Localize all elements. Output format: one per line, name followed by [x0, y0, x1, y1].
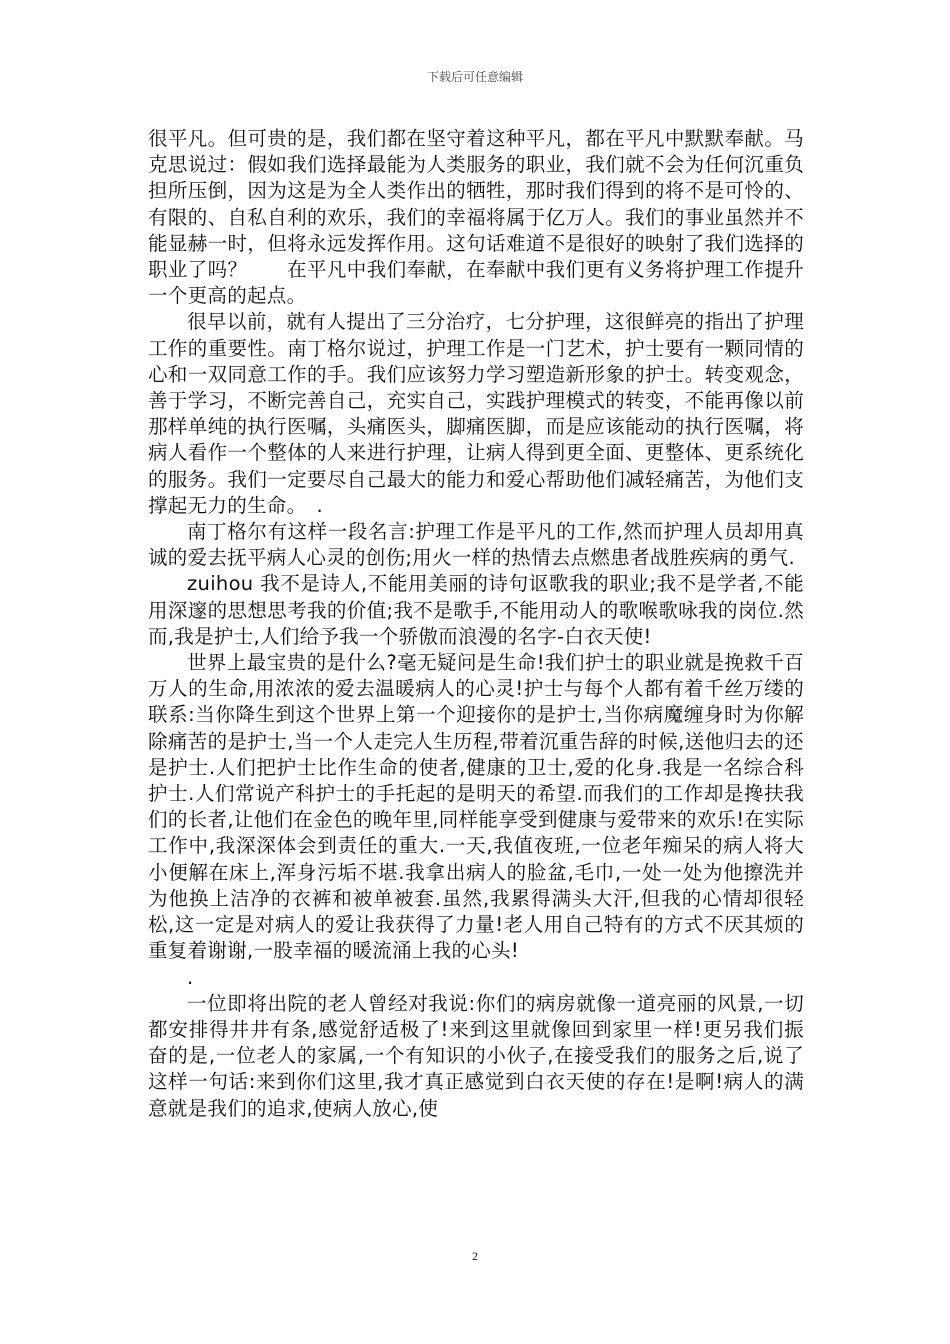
- paragraph-7: 一位即将出院的老人曾经对我说:你们的病房就像一道亮丽的风景,一切都安排得井井有条,感觉舒适极了!来到这里就像回到家里一样!更另我们振奋的是,一位老人的家属,一个有知识的小伙子,在接受我们的服务之后,说了这样一句话:来到你们这里,我才真正感觉到白衣天使的存在!是啊!病人的满意就是我们的追求,使病人放心,使: [148, 991, 804, 1120]
- paragraph-6: .: [187, 965, 194, 989]
- paragraph-5: 世界上最宝贵的是什么?毫无疑问是生命!我们护士的职业就是挽救千百万人的生命,用浓浓的爱去温暖病人的心灵!护士与每个人都有着千丝万缕的联系:当你降生到这个世界上第一个迎接你的是护士,当你病魔缠身时为你解除痛苦的是护士,当一个人走完人生历程,带着沉重告辞的时候,送他归去的还是护士.人们把护士比作生命的使者,健康的卫士,爱的化身.我是一名综合科护士.人们常说产科护士的手托起的是明天的希望.而我们的工作却是搀扶我们的长者,让他们在金色的晚年里,同样能享受到健康与爱带来的欢乐!在实际工作中,我深深体会到责任的重大.一天,我值夜班,一位老年痴呆的病人将大小便解在床上,浑身污垢不堪.我拿出病人的脸盆,毛巾,一处一处为他擦洗并为他换上洁净的衣裤和被单被套.虽然,我累得满头大汗,但我的心情却很轻松,这一定是对病人的爱让我获得了力量!老人用自己特有的方式不厌其烦的重复着谢谢,一股幸福的暖流涌上我的心头!: [148, 651, 804, 963]
- page-number: 2: [472, 1249, 478, 1263]
- paragraph-1: 很平凡。但可贵的是，我们都在坚守着这种平凡，都在平凡中默默奉献。马克思说过：假如我们选择最能为人类服务的职业，我们就不会为任何沉重负担所压倒，因为这是为全人类作出的牺牲，那时我们得到的将不是可怜的、有限的、自私自利的欢乐，我们的幸福将属于亿万人。我们的事业虽然并不能显赫一时，但将永远发挥作用。这句话难道不是很好的映射了我们选择的职业了吗？ 在平凡中我们奉献，在奉献中我们更有义务将护理工作提升一个更高的起点。: [148, 127, 804, 308]
- paragraph-3: 南丁格尔有这样一段名言:护理工作是平凡的工作,然而护理人员却用真诚的爱去抚平病人心灵的创伤;用火一样的热情去点燃患者战胜疾病的勇气.: [148, 520, 804, 570]
- paragraph-4: zuihou 我不是诗人,不能用美丽的诗句讴歌我的职业;我不是学者,不能用深邃的思想思考我的价值;我不是歌手,不能用动人的歌喉歌咏我的岗位.然而,我是护士,人们给予我一个骄傲而浪漫的名字-白衣天使!: [148, 572, 804, 648]
- document-body: [148, 126, 804, 1122]
- paragraph-2: 很早以前，就有人提出了三分治疗，七分护理，这很鲜亮的指出了护理工作的重要性。南丁格尔说过，护理工作是一门艺术，护士要有一颗同情的心和一双同意工作的手。我们应该努力学习塑造新形象的护士。转变观念，善于学习，不断完善自己，充实自己，实践护理模式的转变，不能再像以前那样单纯的执行医嘱，头痛医头，脚痛医脚，而是应该能动的执行医嘱，将病人看作一个整体的人来进行护理，让病人得到更全面、更整体、更系统化的服务。我们一定要尽自己最大的能力和爱心帮助他们减轻痛苦，为他们支撑起无力的生命。 .: [148, 310, 804, 517]
- page-header: 下载后可任意编辑: [426, 70, 523, 84]
